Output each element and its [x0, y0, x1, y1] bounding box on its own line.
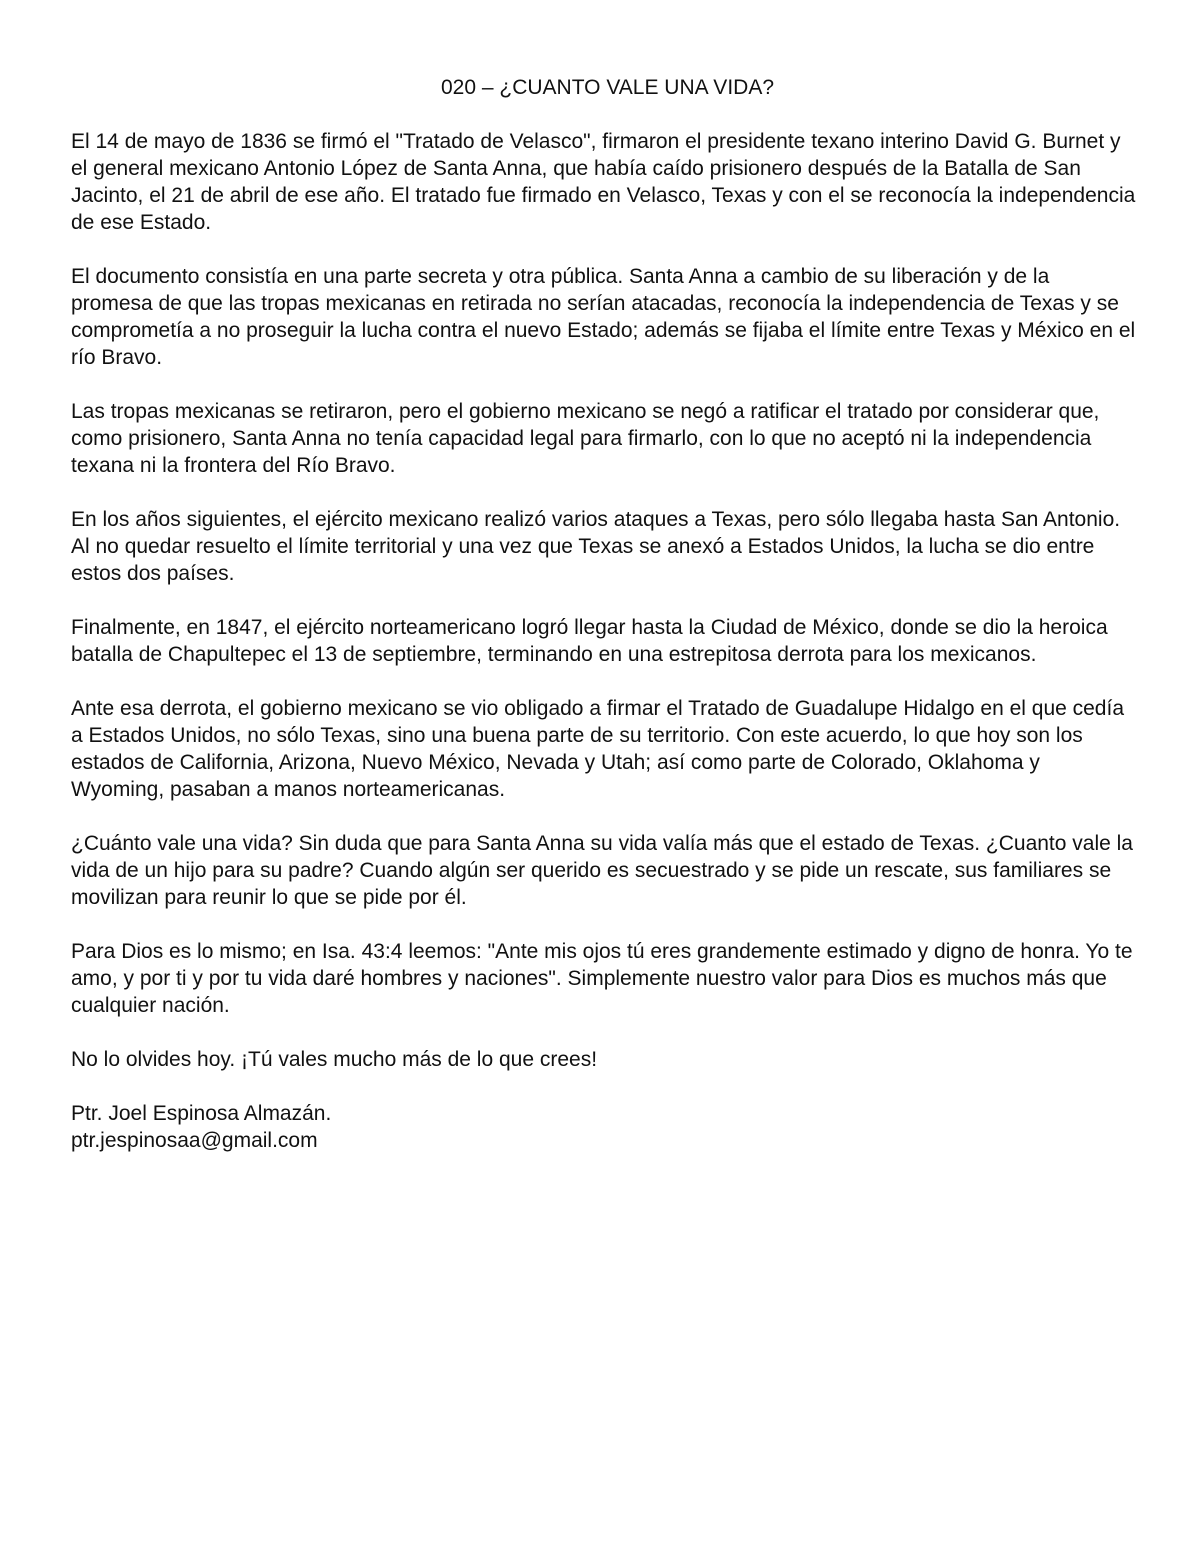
paragraph-troops-retreat: Las tropas mexicanas se retiraron, pero el gobierno mexicano se negó a ratificar el tratado por considerar que, como prisionero, Santa Anna no tenía capacidad legal para firmarlo, con lo que no aceptó ni la independencia texana ni la frontera del Río Bravo. — [71, 400, 1100, 477]
author-name: Ptr. Joel Espinosa Almazán. — [71, 1102, 332, 1125]
author-email[interactable]: ptr.jespinosaa@gmail.com — [71, 1129, 318, 1152]
paragraph-closing: No lo olvides hoy. ¡Tú vales mucho más de lo que crees! — [71, 1048, 598, 1071]
paragraph-treaty-velasco: El 14 de mayo de 1836 se firmó el "Tratado de Velasco", firmaron el presidente texano interino David G. Burnet y el general mexicano Antonio López de Santa Anna, que había caído prisionero después de la Batalla de San Jacinto, el 21 de abril de ese año. El tratado fue firmado en Velasco, Texas y con el se reconocía la independencia de ese Estado. — [71, 130, 1136, 234]
paragraph-value-of-life: ¿Cuánto vale una vida? Sin duda que para Santa Anna su vida valía más que el estado de Texas. ¿Cuanto vale la vida de un hijo para su padre? Cuando algún ser querido es secuestrado y se pide un rescate, sus familiares se movilizan para reunir lo que se pide por él. — [71, 832, 1133, 909]
paragraph-isaiah: Para Dios es lo mismo; en Isa. 43:4 leemos: "Ante mis ojos tú eres grandemente estimado y digno de honra. Yo te amo, y por ti y por tu vida daré hombres y naciones". Simplemente nuestro valor para Dios es muchos más que cualquier nación. — [71, 940, 1133, 1017]
paragraph-1847: Finalmente, en 1847, el ejército norteamericano logró llegar hasta la Ciudad de México, donde se dio la heroica batalla de Chapultepec el 13 de septiembre, terminando en una estrepitosa derrota para los mexicanos. — [71, 616, 1108, 666]
paragraph-guadalupe-hidalgo: Ante esa derrota, el gobierno mexicano se vio obligado a firmar el Tratado de Guadalupe Hidalgo en el que cedía a Estados Unidos, no sólo Texas, sino una buena parte de su territorio. Con este acuerdo, lo que hoy son los estados de California, Arizona, Nuevo México, Nevada y Utah; así como parte de Colorado, Oklahoma y Wyoming, pasaban a manos norteamericanas. — [71, 697, 1125, 801]
signature-block — [71, 1100, 1136, 1154]
paragraph-document-parts: El documento consistía en una parte secreta y otra pública. Santa Anna a cambio de su liberación y de la promesa de que las tropas mexicanas en retirada no serían atacadas, reconocía la independencia de Texas y se comprometía a no proseguir la lucha contra el nuevo Estado; además se fijaba el límite entre Texas y México en el río Bravo. — [71, 265, 1136, 369]
paragraph-following-years: En los años siguientes, el ejército mexicano realizó varios ataques a Texas, pero sólo llegaba hasta San Antonio. Al no quedar resuelto el límite territorial y una vez que Texas se anexó a Estados Unidos, la lucha se dio entre estos dos países. — [71, 508, 1121, 585]
document-title: 020 – ¿CUANTO VALE UNA VIDA? — [440, 76, 775, 99]
document-page — [71, 74, 1136, 1154]
